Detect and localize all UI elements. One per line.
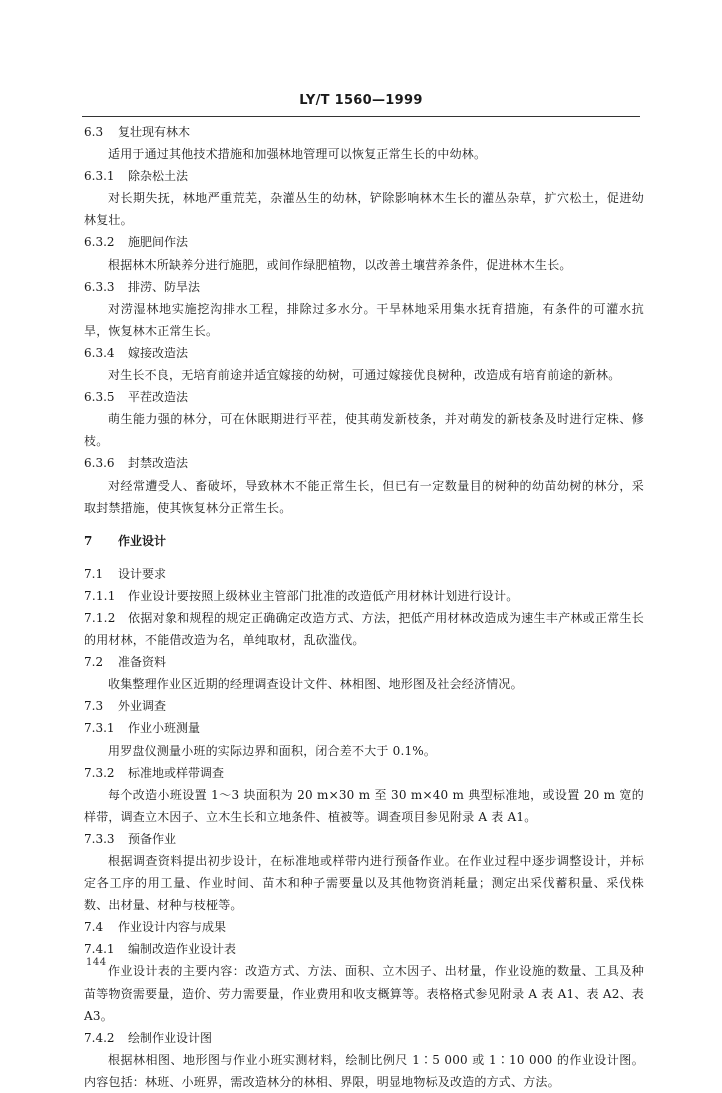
- section-heading-7-3-1: [84, 717, 644, 739]
- section-title: 平茬改造法: [128, 390, 189, 405]
- standard-code-header: LY/T 1560—1999: [299, 93, 423, 108]
- section-title: 施肥间作法: [128, 235, 189, 250]
- section-text-7-3-2: 每个改造小班设置 1～3 块面积为 20 m×30 m 至 30 m×40 m 典型标准地，或设置 20 m 宽的样带，调查立木因子、立木生长和立地条件、植被等。调查项目参见附录 A 表 A1。: [84, 787, 644, 824]
- section-number: 6.3.4: [84, 345, 115, 360]
- clause-text: 作业设计要按照上级林业主管部门批准的改造低产用材林计划进行设计。: [128, 588, 519, 603]
- section-heading-7-1: [84, 563, 644, 585]
- chapter-number: 7: [84, 533, 93, 548]
- section-heading-7-2: [84, 651, 644, 673]
- section-number: 7.4.1: [84, 942, 115, 957]
- section-text-6-3-6: 对经常遭受人、畜破坏，导致林木不能正常生长，但已有一定数量目的树种的幼苗幼树的林分，采取封禁措施，使其恢复林分正常生长。: [84, 478, 644, 515]
- section-number: 7.3.2: [84, 765, 115, 780]
- header-rule: [82, 116, 640, 117]
- section-title: 作业小班测量: [128, 721, 201, 736]
- section-heading-6-3-3: [84, 276, 644, 298]
- section-heading-7-3: [84, 695, 644, 717]
- chapter-gap: [84, 552, 644, 563]
- section-title: 预备作业: [128, 831, 177, 846]
- section-text-7-4-1: 作业设计表的主要内容：改造方式、方法、面积、立木因子、出材量，作业设施的数量、工具及种苗等物资需要量，造价、劳力需要量，作业费用和收支概算等。表格格式参见附录 A 表 A1、表 A2、表 A3。: [84, 964, 644, 1023]
- section-number: 7.4.2: [84, 1030, 115, 1045]
- section-number: 6.3.3: [84, 279, 115, 294]
- section-number: 7.2: [84, 655, 104, 670]
- clause-7-1-2: [84, 607, 644, 651]
- section-number: 6.3.1: [84, 169, 115, 184]
- section-text-6-3-5: 萌生能力强的林分，可在休眠期进行平茬，使其萌发新枝条，并对萌发的新枝条及时进行定株、修枝。: [84, 412, 644, 449]
- section-title: 设计要求: [118, 566, 167, 581]
- chapter-heading-7: [84, 530, 644, 552]
- section-title: 绘制作业设计图: [128, 1030, 213, 1045]
- section-heading-7-3-2: [84, 762, 644, 784]
- section-title: 嫁接改造法: [128, 345, 189, 360]
- section-text-6-3-3: 对涝湿林地实施挖沟排水工程，排除过多水分。干旱林地采用集水抚育措施，有条件的可灌水抗旱，恢复林木正常生长。: [84, 301, 644, 338]
- section-title: 封禁改造法: [128, 456, 189, 471]
- section-number: 7.3: [84, 699, 104, 714]
- section-number: 6.3.6: [84, 456, 115, 471]
- section-number: 6.3: [84, 125, 104, 139]
- chapter-gap: [84, 519, 644, 530]
- section-text-7-3-1: 用罗盘仪测量小班的实际边界和面积，闭合差不大于 0.1%。: [108, 743, 437, 758]
- section-number: 7.3.3: [84, 831, 115, 846]
- section-text-6-3: 适用于通过其他技术措施和加强林地管理可以恢复正常生长的中幼林。: [108, 147, 487, 162]
- section-heading-6-3-2: [84, 231, 644, 253]
- section-number: 6.3.5: [84, 390, 115, 405]
- section-heading-6-3: [84, 121, 644, 143]
- section-title: 排涝、防旱法: [128, 279, 201, 294]
- section-heading-7-4-2: [84, 1027, 644, 1049]
- section-number: 7.3.1: [84, 721, 115, 736]
- section-heading-7-4-1: [84, 938, 644, 960]
- section-heading-7-4: [84, 916, 644, 938]
- section-number: 7.1: [84, 566, 104, 581]
- clause-number: 7.1.1: [84, 588, 116, 603]
- section-text-7-4-2: 根据林相图、地形图与作业小班实测材料，绘制比例尺 1∶5 000 或 1∶10 000 的作业设计图。内容包括：林班、小班界，需改造林分的林相、界限，明显地物标及改造的方式、方法。: [84, 1052, 644, 1089]
- section-title: 编制改造作业设计表: [128, 942, 237, 957]
- section-title: 复壮现有林木: [118, 125, 191, 139]
- clause-7-1-1: [84, 585, 644, 607]
- section-text-6-3-4: 对生长不良，无培育前途并适宜嫁接的幼树，可通过嫁接优良树种，改造成有培育前途的新林。: [108, 368, 621, 383]
- section-number: 6.3.2: [84, 235, 115, 250]
- section-heading-7-3-3: [84, 828, 644, 850]
- section-heading-6-3-4: [84, 342, 644, 364]
- section-title: 除杂松土法: [128, 169, 189, 184]
- section-title: 外业调查: [118, 699, 167, 714]
- section-title: 标准地或样带调查: [128, 765, 225, 780]
- section-heading-6-3-1: [84, 165, 644, 187]
- section-heading-6-3-6: [84, 452, 644, 474]
- section-text-6-3-1: 对长期失抚，林地严重荒芜，杂灌丛生的幼林，铲除影响林木生长的灌丛杂草，扩穴松土，促进幼林复壮。: [84, 191, 644, 228]
- clause-text: 依据对象和规程的规定正确确定改造方式、方法，把低产用材林改造成为速生丰产林或正常生长的用材林，不能借改造为名，单纯取材，乱砍滥伐。: [84, 610, 644, 648]
- section-text-7-2: 收集整理作业区近期的经理调查设计文件、林相图、地形图及社会经济情况。: [108, 677, 523, 692]
- chapter-title: 作业设计: [118, 533, 167, 548]
- section-title: 准备资料: [118, 655, 167, 670]
- section-number: 7.4: [84, 920, 104, 935]
- section-heading-6-3-5: [84, 386, 644, 408]
- section-text-7-3-3: 根据调查资料提出初步设计，在标准地或样带内进行预备作业。在作业过程中逐步调整设计，并标定各工序的用工量、作业时间、苗木和种子需要量以及其他物资消耗量；测定出采伐蓄积量、采伐株数、出材量、材种与枝桠等。: [84, 854, 644, 913]
- clause-number: 7.1.2: [84, 610, 116, 625]
- document-body: [84, 121, 644, 1093]
- section-title: 作业设计内容与成果: [118, 920, 227, 935]
- section-text-6-3-2: 根据林木所缺养分进行施肥，或间作绿肥植物，以改善土壤营养条件，促进林木生长。: [108, 257, 572, 272]
- page-number: 144: [86, 957, 107, 968]
